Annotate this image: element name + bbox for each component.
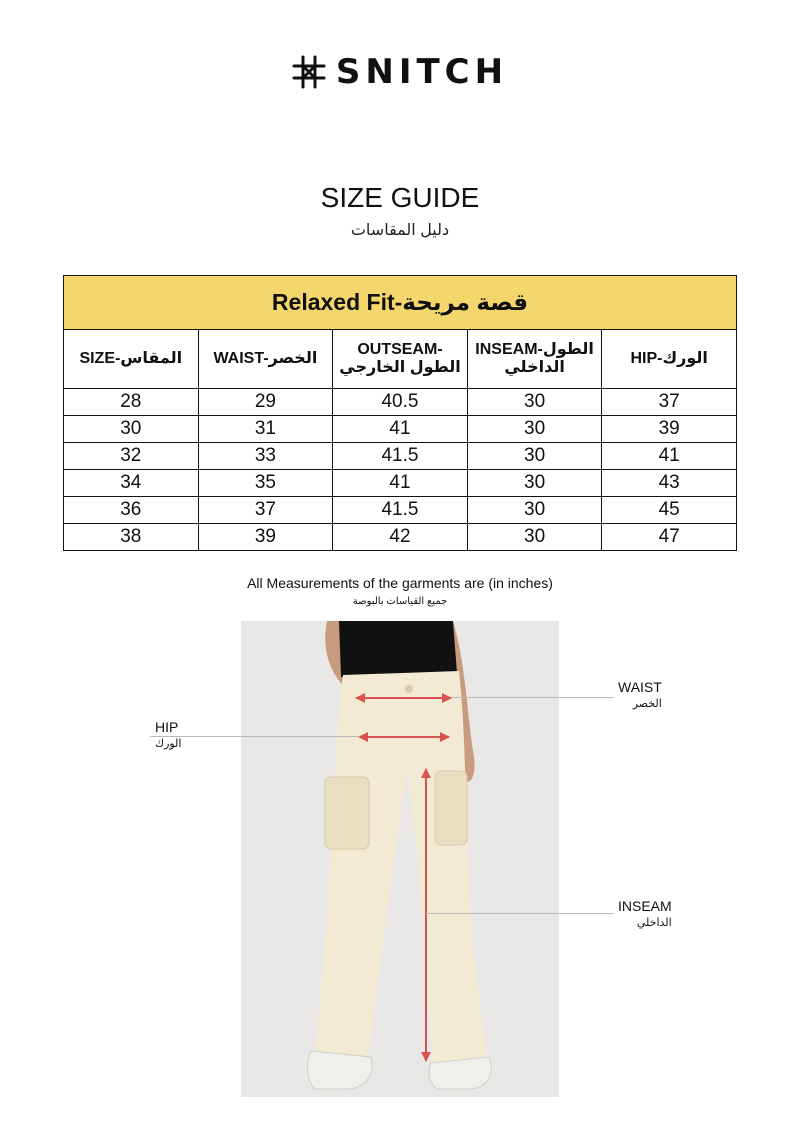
cell-inseam: 30 — [467, 416, 602, 443]
cell-waist: 31 — [198, 416, 333, 443]
cell-outseam: 41.5 — [333, 443, 468, 470]
cell-hip: 39 — [602, 416, 737, 443]
cell-waist: 37 — [198, 497, 333, 524]
waist-button — [405, 685, 413, 693]
cell-outseam: 40.5 — [333, 389, 468, 416]
column-header-hip: HIP-الورك — [602, 330, 737, 389]
right-cargo-pocket — [435, 771, 467, 845]
cell-inseam: 30 — [467, 443, 602, 470]
cell-inseam: 30 — [467, 497, 602, 524]
fit-header-row — [64, 276, 737, 330]
cell-size: 34 — [64, 470, 199, 497]
cell-size: 32 — [64, 443, 199, 470]
waist-callout — [618, 679, 662, 710]
cell-size: 28 — [64, 389, 199, 416]
waist-callout-label: WAIST — [618, 679, 662, 695]
fit-label: Relaxed Fit-قصة مريحة — [64, 276, 737, 330]
page-title: SIZE GUIDE — [320, 182, 480, 213]
table-row — [64, 443, 737, 470]
hip-callout — [155, 719, 181, 750]
waist-leader-line — [451, 697, 614, 698]
size-table — [63, 275, 737, 551]
column-header-row — [64, 330, 737, 389]
inseam-callout — [618, 898, 672, 929]
table-row — [64, 470, 737, 497]
brand-name: SNITCH — [335, 52, 509, 92]
left-cargo-pocket — [325, 777, 369, 849]
cell-size: 36 — [64, 497, 199, 524]
cell-hip: 43 — [602, 470, 737, 497]
table-row — [64, 524, 737, 551]
cell-outseam: 42 — [333, 524, 468, 551]
brand-logo — [0, 52, 800, 92]
model-photo — [241, 621, 559, 1097]
measurement-note: All Measurements of the garments are (in inches) — [247, 575, 553, 591]
black-tshirt — [339, 621, 457, 677]
right-sneaker — [429, 1057, 491, 1089]
cell-hip: 47 — [602, 524, 737, 551]
column-header-inseam: INSEAM-الطول الداخلي — [467, 330, 602, 389]
inseam-leader-line — [426, 913, 614, 914]
hip-leader-line — [150, 736, 360, 737]
table-row — [64, 416, 737, 443]
cell-hip: 41 — [602, 443, 737, 470]
cell-outseam: 41 — [333, 416, 468, 443]
cell-inseam: 30 — [467, 470, 602, 497]
cell-size: 30 — [64, 416, 199, 443]
cell-waist: 39 — [198, 524, 333, 551]
cell-size: 38 — [64, 524, 199, 551]
cell-outseam: 41 — [333, 470, 468, 497]
inseam-callout-label: INSEAM — [618, 898, 672, 914]
hip-callout-label: HIP — [155, 719, 179, 735]
column-header-waist: WAIST-الخصر — [198, 330, 333, 389]
cell-outseam: 41.5 — [333, 497, 468, 524]
cell-waist: 29 — [198, 389, 333, 416]
inseam-callout-label-arabic: الداخلي — [636, 917, 672, 929]
model-cargo-pants-photo — [241, 621, 559, 1097]
column-header-size: SIZE-المقاس — [64, 330, 199, 389]
table-row — [64, 497, 737, 524]
cell-hip: 45 — [602, 497, 737, 524]
hip-callout-label-arabic: الورك — [155, 738, 182, 750]
page-title-arabic: دليل المقاسات — [350, 222, 450, 239]
cell-inseam: 30 — [467, 389, 602, 416]
measurement-note-arabic: جميع القياسات بالبوصة — [352, 596, 448, 607]
waist-callout-label-arabic: الخصر — [632, 698, 662, 710]
left-sneaker — [308, 1051, 372, 1089]
cell-hip: 37 — [602, 389, 737, 416]
cell-waist: 33 — [198, 443, 333, 470]
cell-waist: 35 — [198, 470, 333, 497]
table-row — [64, 389, 737, 416]
snitch-grid-logo-icon — [292, 55, 326, 89]
column-header-outseam: OUTSEAM- الطول الخارجي — [333, 330, 468, 389]
cell-inseam: 30 — [467, 524, 602, 551]
